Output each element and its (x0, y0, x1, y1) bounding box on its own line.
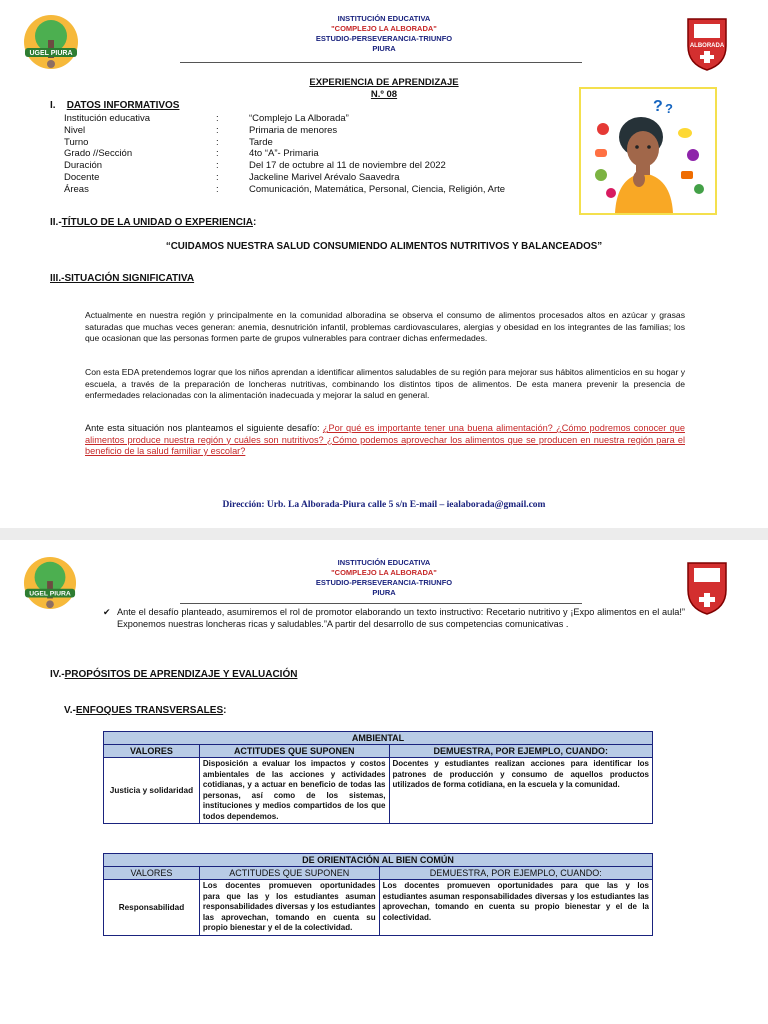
illustration-frame (579, 87, 717, 215)
value-cell: Justicia y solidaridad (104, 758, 200, 824)
info-colon: : (216, 113, 219, 124)
column-header: VALORES (104, 867, 200, 880)
example-cell: Docentes y estudiantes realizan acciones para identificar los patrones de producción y consumo de aquellos productos utilizados de forma cotidiana, en la escuela y la comunidad. (389, 758, 652, 824)
header-rule (180, 603, 582, 604)
header-line-4: PIURA (372, 588, 396, 597)
info-colon: : (216, 183, 219, 195)
info-value: 4to “A”- Primaria (249, 148, 319, 160)
shield-logo-text: ALBORADA (689, 43, 725, 49)
situation-paragraph-1: Actualmente en nuestra región y principalmente en la comunidad alboradina se observa el consumo de alimentos procesados altos en azúcar y grasas saturadas que muchas veces generan: anemia, desnutrición infantil, problemas cardiovasculares, alergias y obesidad en los integrantes de las familias; los que ocasionan que las personas formen parte de grupos vulnerables para contraer dichas enfermedades. (85, 310, 685, 343)
info-colon: : (216, 148, 219, 160)
attitude-cell: Disposición a evaluar los impactos y costos ambientales de las acciones y actividades cotidianas, y a actuar en beneficio de todas las personas, así como de los sistemas, instituciones y medios compartidos de los que todos dependemos. (199, 758, 389, 824)
section-4-heading (50, 669, 297, 680)
info-colon: : (216, 136, 219, 148)
section-5-heading (64, 705, 226, 716)
info-key: Turno (64, 136, 89, 148)
example-cell: Los docentes promueven oportunidades para que las y los estudiantes asuman responsabilidades diversas y los estudiantes las aprovechan, tomando en cuenta su propio bienestar y el de la colectividad. (379, 880, 652, 936)
column-header: ACTITUDES QUE SUPONEN (199, 745, 389, 758)
challenge-questions: ¿Por qué es importante tener una buena alimentación? ¿Cómo podremos conocer que alimentos produce nuestra región y cuáles son nutritivos? ¿Cómo podemos aprovechar los alimentos que se producen en nuestra región para el beneficio de la salud familiar y escolar? (85, 423, 685, 456)
table-title: DE ORIENTACIÓN AL BIEN COMÚN (104, 854, 653, 867)
info-colon: : (216, 124, 219, 136)
info-value: Tarde (249, 136, 273, 148)
section-3-prefix: III.- (50, 273, 65, 284)
info-key: Áreas (64, 183, 89, 195)
attitude-cell: Los docentes promueven oportunidades para que las y los estudiantes asuman responsabilidades diversas y los estudiantes las aprovechan, tomando en cuenta su propio bienestar y el de la colectividad. (199, 880, 379, 936)
header-line-4: PIURA (372, 44, 396, 53)
school-shield-logo (685, 560, 729, 616)
header-line-1: INSTITUCIÓN EDUCATIVA (337, 14, 431, 23)
challenge-intro: Ante esta situación nos planteamos el siguiente desafío: (85, 423, 323, 433)
challenge-role-bullet (103, 606, 685, 630)
column-header: ACTITUDES QUE SUPONEN (199, 867, 379, 880)
svg-text:?: ? (653, 98, 663, 115)
section-2-heading (50, 217, 256, 228)
info-colon: : (216, 160, 219, 172)
section-1-number: I. (50, 100, 56, 111)
section-4-prefix: IV.- (50, 669, 65, 680)
header-line-1: INSTITUCIÓN EDUCATIVA (337, 558, 431, 567)
approach-table-ambiental (103, 731, 653, 824)
thinking-child-illustration (581, 89, 715, 213)
header-line-3: ESTUDIO-PERSEVERANCIA-TRIUNFO (315, 34, 453, 43)
info-value: “Complejo La Alborada” (249, 113, 349, 124)
info-value: Jackeline Marivel Arévalo Saavedra (249, 171, 400, 183)
info-value: Del 17 de octubre al 11 de noviembre del 2022 (249, 160, 446, 172)
section-5-title: ENFOQUES TRANSVERSALES (75, 705, 224, 716)
column-header: DEMUESTRA, POR EJEMPLO, CUANDO: (389, 745, 652, 758)
header-line-2: "COMPLEJO LA ALBORADA" (331, 568, 437, 577)
section-2-prefix: II.- (50, 217, 62, 228)
info-key: Grado //Sección (64, 148, 133, 160)
check-icon: ✔ (103, 607, 111, 617)
info-key: Docente (64, 171, 100, 183)
section-1-heading (50, 100, 179, 111)
approach-table-bien-comun (103, 853, 653, 936)
table-title: AMBIENTAL (104, 732, 653, 745)
section-2-title: TÍTULO DE LA UNIDAD O EXPERIENCIA (61, 217, 253, 228)
bullet-text: Ante el desafío planteado, asumiremos el rol de promotor elaborando un texto instructivo: Recetario nutritivo y ¡Expo alimentos en el aula!” Exponemos nuestras loncheras ricas y saludables.”A partir del desarrollo de sus competencias comunicativas . (117, 607, 685, 629)
school-header (0, 558, 768, 598)
info-key: Institución educativa (64, 113, 151, 124)
info-value: Comunicación, Matemática, Personal, Ciencia, Religión, Arte (249, 183, 506, 195)
situation-paragraph-3 (85, 423, 685, 458)
column-header: VALORES (104, 745, 200, 758)
section-2-suffix: : (252, 217, 257, 228)
section-5-suffix: : (223, 705, 227, 716)
table-row (104, 880, 653, 936)
table-row (104, 758, 653, 824)
doc-title-line-2: N.º 08 (370, 89, 398, 100)
info-colon: : (216, 171, 219, 183)
section-4-title: PROPÓSITOS DE APRENDIZAJE Y EVALUACIÓN (64, 669, 298, 680)
value-cell: Responsabilidad (104, 880, 200, 936)
header-rule (180, 62, 582, 63)
unit-title: “CUIDAMOS NUESTRA SALUD CONSUMIENDO ALIMENTOS NUTRITIVOS Y BALANCEADOS” (165, 241, 603, 252)
section-5-prefix: V.- (64, 705, 76, 716)
svg-text:?: ? (665, 101, 673, 116)
school-shield-logo (685, 16, 729, 72)
info-value: Primaria de menores (249, 124, 338, 136)
ugel-logo-text: UGEL PIURA (29, 590, 71, 598)
doc-title-line-1: EXPERIENCIA DE APRENDIZAJE (309, 77, 459, 88)
situation-paragraph-2: Con esta EDA pretendemos lograr que los niños aprendan a identificar alimentos saludables de su región para mejorar sus hábitos alimenticios en su hogar y escuela, a través de la preparación de loncheras nutritivas, combinando los distintos tipos de alimentos. De esta manera prevenir la presencia de enfermedades relacionadas con la alimentación inadecuada y mejorar la salud en general. (85, 367, 685, 400)
column-header: DEMUESTRA, POR EJEMPLO, CUANDO: (379, 867, 652, 880)
section-3-heading (50, 273, 194, 284)
school-header (0, 14, 768, 54)
section-1-title: DATOS INFORMATIVOS (66, 100, 180, 111)
header-line-2: "COMPLEJO LA ALBORADA" (331, 24, 437, 33)
header-line-3: ESTUDIO-PERSEVERANCIA-TRIUNFO (315, 578, 453, 587)
school-address: Dirección: Urb. La Alborada-Piura calle 5 s/n E-mail – iealaborada@gmail.com (222, 500, 546, 510)
section-3-title: SITUACIÓN SIGNIFICATIVA (64, 273, 195, 284)
info-key: Duración (64, 160, 103, 172)
info-key: Nivel (64, 124, 86, 136)
ugel-logo-text: UGEL PIURA (29, 50, 73, 57)
